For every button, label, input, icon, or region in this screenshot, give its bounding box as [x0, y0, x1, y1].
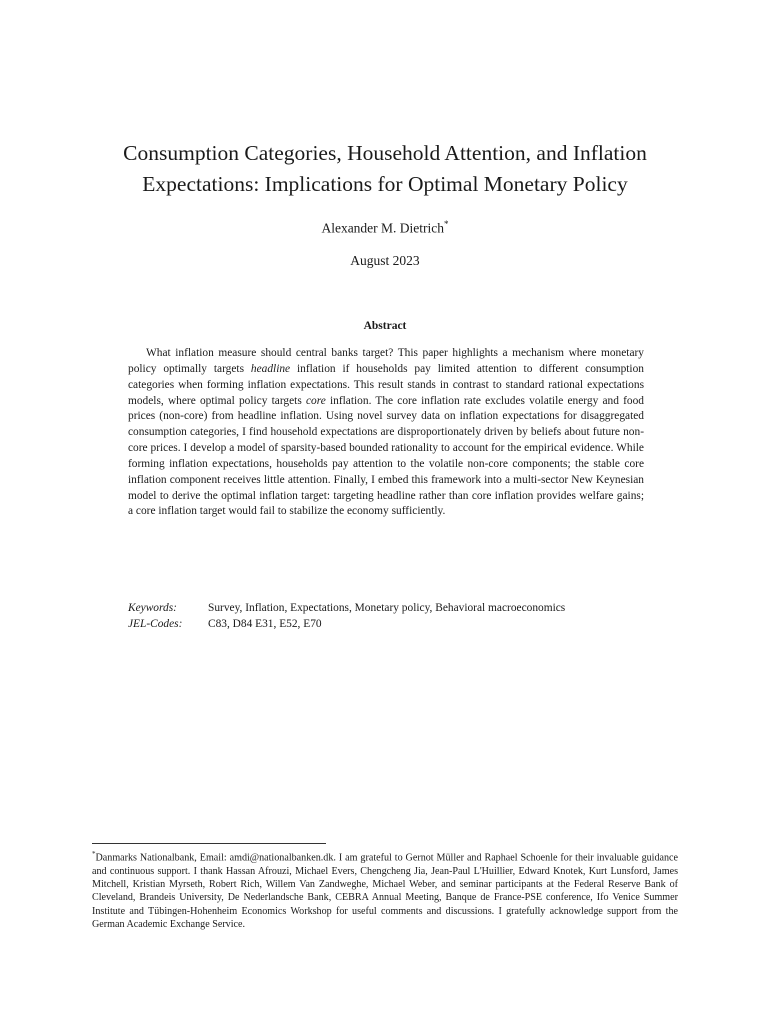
footnote — [92, 848, 678, 931]
abstract-text-part-2: inflation if households pay limited attention to different consumption categories when forming inflation expectations. This result stands in contrast to standard rational expectations models, where optimal policy targets — [128, 362, 644, 407]
jel-codes-value: C83, D84 E31, E52, E70 — [208, 617, 322, 630]
footnote-text: Danmarks Nationalbank, Email: amdi@nationalbanken.dk. I am grateful to Gernot Müller and Raphael Schoenle for their invaluable guidance and continuous support. I thank Hassan Afrouzi, Michael Evers, Chengcheng Jia, Jean-Paul L'Huillier, Edward Knotek, Kurt Lunsford, James Mitchell, Kristian Myrseth, Robert Rich, Willem Van Zandweghe, Michael Weber, and seminar participants at the Federal Reserve Bank of Cleveland, Brandeis University, De Nederlandsche Bank, CEBRA Annual Meeting, Banque de France-PSE conference, Ifo Venice Summer Institute and Tübingen-Hohenheim Economics Workshop for useful comments and discussions. I gratefully acknowledge support from the German Academic Exchange Service. — [92, 852, 678, 930]
abstract-text-part-3: inflation. The core inflation rate excludes volatile energy and food prices (non-core) from headline inflation. Using novel survey data on inflation expectations for disaggregated consumption categories, I find household expectations are disproportionately driven by beliefs about future non-core prices. I develop a model of sparsity-based bounded rationality to account for the empirical evidence. While forming inflation expectations, households pay attention to the volatile non-core components; the stable core inflation component receives little attention. Finally, I embed this framework into a multi-sector New Keynesian model to derive the optimal inflation target: targeting headline rather than core inflation provides welfare gains; a core inflation target would fail to stabilize the economy sufficiently. — [128, 394, 644, 518]
title-line-1: Consumption Categories, Household Attention, and Inflation — [123, 141, 647, 165]
keywords-value: Survey, Inflation, Expectations, Monetary policy, Behavioral macroeconomics — [208, 602, 566, 614]
abstract-body — [128, 346, 644, 520]
author-line — [0, 219, 770, 237]
footnote-divider — [92, 843, 326, 844]
abstract-emphasis-headline: headline — [250, 362, 291, 375]
abstract-heading: Abstract — [363, 320, 407, 332]
publication-date: August 2023 — [350, 253, 420, 268]
author-footnote-mark: * — [444, 219, 449, 229]
footnote-mark: * — [92, 850, 96, 858]
keywords-row — [128, 601, 565, 617]
keywords-table — [128, 601, 565, 632]
paper-title — [60, 138, 710, 200]
abstract-text-part-1: What inflation measure should central banks target? This paper highlights a mechanism where monetary policy optimally targets — [128, 347, 644, 375]
keywords-label: Keywords: — [128, 602, 177, 614]
abstract-emphasis-core: core — [305, 394, 326, 407]
jel-codes-row — [128, 617, 565, 633]
title-line-2: Expectations: Implications for Optimal Monetary Policy — [142, 172, 628, 196]
author-name: Alexander M. Dietrich — [321, 220, 445, 236]
jel-codes-label: JEL-Codes: — [128, 617, 183, 630]
